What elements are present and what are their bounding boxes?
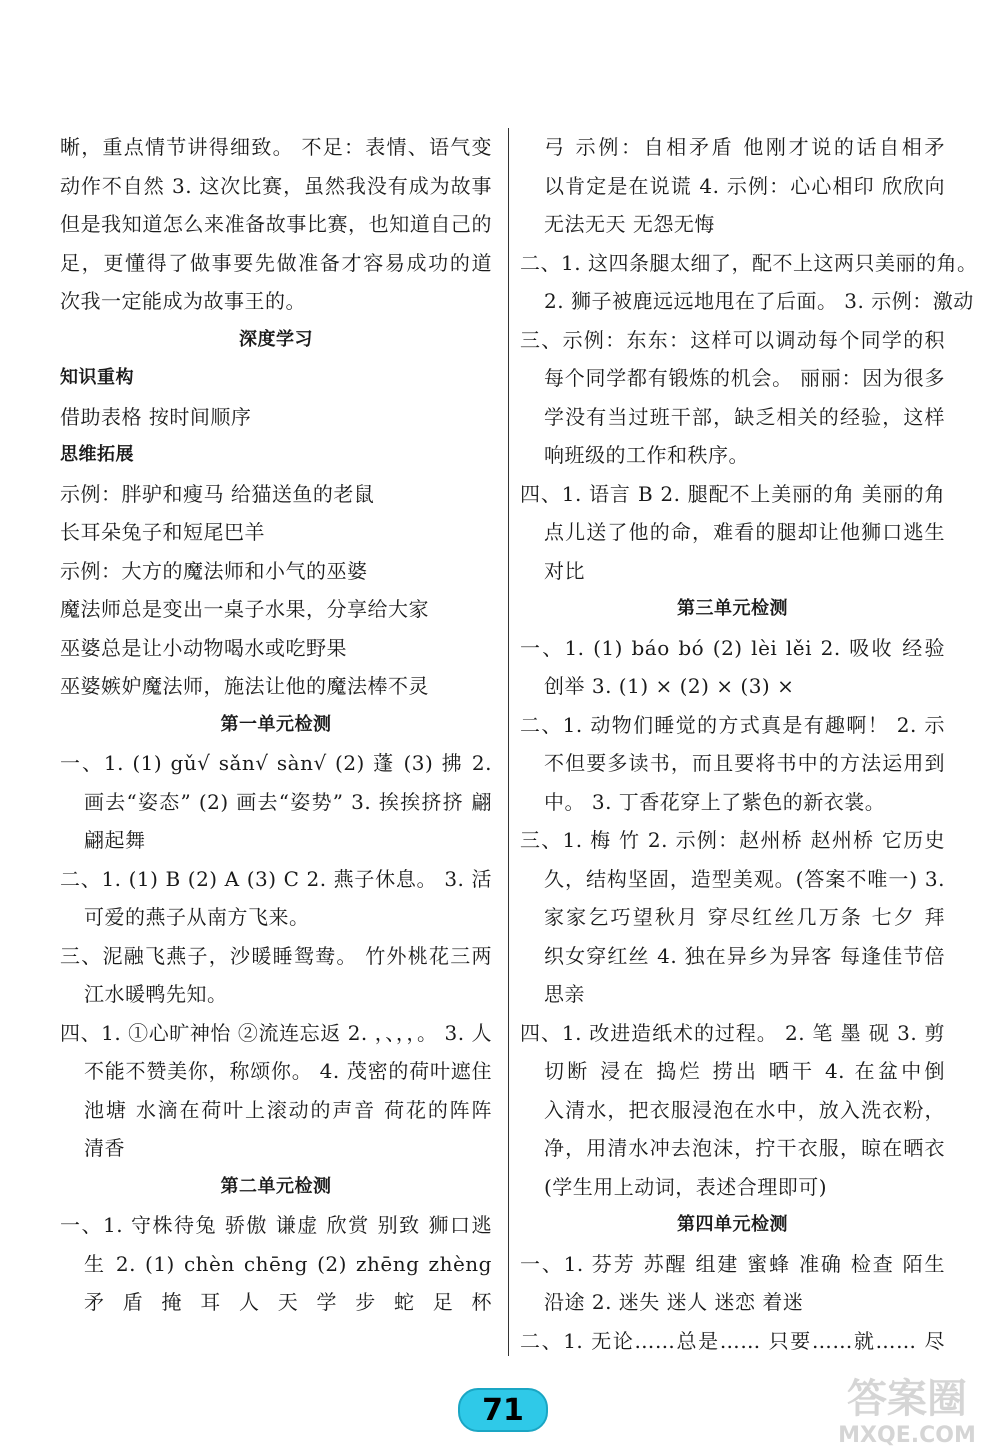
text-line: 示例：大方的魔法师和小气的巫婆 xyxy=(60,558,368,583)
text-line: 借助表格 按时间顺序 xyxy=(60,404,252,429)
text-line: 净，用清水冲去泡沫，拧干衣服，晾在晒衣 xyxy=(544,1136,945,1160)
text-line: 对比 xyxy=(544,558,585,583)
section-heading: 深度学习 xyxy=(239,328,313,350)
text-line: 四、1. 语言 B 2. 腿配不上美丽的角 美丽的角 xyxy=(520,481,945,506)
right-column xyxy=(520,128,978,1360)
section-heading: 第二单元检测 xyxy=(220,1175,332,1197)
text-line: 四、1. ①心旷神怡 ②流连忘返 2. ，、，，。 3. 人 xyxy=(60,1020,492,1045)
section-heading: 第四单元检测 xyxy=(677,1214,788,1235)
subsection-heading: 思维拓展 xyxy=(60,444,134,465)
text-line: 可爱的燕子从南方飞来。 xyxy=(84,905,310,929)
watermark-logo xyxy=(822,1370,992,1450)
text-line: 学没有当过班干部，缺乏相关的经验，这样 xyxy=(544,404,945,429)
column-divider xyxy=(508,128,509,1356)
text-line: 一、1. 芬芳 苏醒 组建 蜜蜂 准确 检查 陌生 xyxy=(520,1251,945,1276)
text-line: 入清水，把衣服浸泡在水中，放入洗衣粉， xyxy=(544,1097,945,1122)
watermark-url: MXQE.COM xyxy=(838,1423,976,1448)
text-line: 久，结构坚固，造型美观。(答案不唯一) 3. xyxy=(544,866,945,891)
text-line: 家家乞巧望秋月 穿尽红丝几万条 七夕 拜 xyxy=(544,905,945,929)
text-line: 二、1. 动物们睡觉的方式真是有趣啊！ 2. 示 xyxy=(520,712,945,737)
text-line: 创举 3. (1) × (2) × (3) × xyxy=(544,674,795,698)
page-number: 71 xyxy=(482,1392,524,1428)
text-line: 四、1. 改进造纸术的过程。 2. 笔 墨 砚 3. 剪 xyxy=(520,1020,945,1045)
text-line: 中。 3. 丁香花穿上了紫色的新衣裳。 xyxy=(544,789,886,814)
text-line: 三、1. 梅 竹 2. 示例：赵州桥 赵州桥 它历史 xyxy=(520,828,945,852)
text-line: 示例：胖驴和瘦马 给猫送鱼的老鼠 xyxy=(60,481,375,506)
text-line: 以肯定是在说谎 4. 示例：心心相印 欣欣向 xyxy=(544,173,945,198)
text-line: 二、1. 这四条腿太细了，配不上这两只美丽的角。 xyxy=(520,250,978,275)
page-number-badge xyxy=(458,1388,548,1432)
text-line: 不能不赞美你，称颂你。 4. 茂密的荷叶遮住 xyxy=(84,1059,492,1083)
text-line: 长耳朵兔子和短尾巴羊 xyxy=(60,520,265,544)
text-line: 足，更懂得了做事要先做准备才容易成功的道 xyxy=(60,250,492,275)
text-line: 二、1. (1) B (2) A (3) C 2. 燕子休息。 3. 活 xyxy=(60,866,492,891)
text-line: 思亲 xyxy=(544,982,585,1006)
text-line: 魔法师总是变出一桌子水果，分享给大家 xyxy=(60,597,429,621)
text-line: 矛 盾 掩 耳 人 天 学 步 蛇 足 杯 xyxy=(84,1290,492,1314)
text-line: 江水暖鸭先知。 xyxy=(84,982,228,1006)
text-line: 弓 示例：自相矛盾 他刚才说的话自相矛 xyxy=(544,135,945,159)
text-line: 三、泥融飞燕子，沙暖睡鸳鸯。 竹外桃花三两 xyxy=(60,943,492,968)
section-heading: 第三单元检测 xyxy=(677,598,788,619)
text-line: 沿途 2. 迷失 迷人 迷恋 着迷 xyxy=(544,1290,804,1314)
text-line: 织女穿红丝 4. 独在异乡为异客 每逢佳节倍 xyxy=(544,943,945,968)
watermark-text: 答案圈 xyxy=(847,1376,967,1422)
text-line: 清香 xyxy=(84,1136,125,1160)
text-line: (学生用上动词，表述合理即可) xyxy=(544,1174,828,1199)
subsection-heading: 知识重构 xyxy=(60,367,134,388)
text-line: 巫婆嫉妒魔法师，施法让他的魔法棒不灵 xyxy=(60,674,429,698)
text-line: 切断 浸在 捣烂 捞出 晒干 4. 在盆中倒 xyxy=(544,1059,945,1083)
text-line: 点儿送了他的命，难看的腿却让他狮口逃生 xyxy=(544,520,945,544)
text-line: 一、1. (1) gǔ√ sǎn√ sàn√ (2) 蓬 (3) 拂 2. xyxy=(60,751,492,775)
text-line: 每个同学都有锻炼的机会。 丽丽：因为很多 xyxy=(544,366,945,390)
text-line: 巫婆总是让小动物喝水或吃野果 xyxy=(60,635,347,660)
left-column xyxy=(60,128,492,1322)
text-line: 次我一定能成为故事王的。 xyxy=(60,289,306,313)
text-line: 翩起舞 xyxy=(84,828,146,852)
text-line: 二、1. 无论……总是…… 只要……就…… 尽 xyxy=(520,1328,945,1353)
text-line: 2. 狮子被鹿远远地甩在了后面。 3. 示例：激动 xyxy=(544,289,974,313)
text-line: 晰，重点情节讲得细致。 不足：表情、语气变 xyxy=(60,135,492,159)
text-line: 但是我知道怎么来准备故事比赛，也知道自己的 xyxy=(60,212,492,236)
text-line: 池塘 水滴在荷叶上滚动的声音 荷花的阵阵 xyxy=(84,1097,492,1122)
text-line: 一、1. (1) báo bó (2) lèi lěi 2. 吸收 经验 xyxy=(520,635,945,660)
text-line: 动作不自然 3. 这次比赛，虽然我没有成为故事 xyxy=(60,173,492,198)
section-heading: 第一单元检测 xyxy=(220,713,332,735)
text-line: 生 2. (1) chèn chēng (2) zhēng zhèng xyxy=(84,1251,492,1276)
text-line: 响班级的工作和秩序。 xyxy=(544,443,749,467)
text-line: 画去“姿态” (2) 画去“姿势” 3. 挨挨挤挤 翩 xyxy=(84,789,492,814)
text-line: 三、示例：东东：这样可以调动每个同学的积 xyxy=(520,327,945,352)
text-line: 无法无天 无怨无悔 xyxy=(544,212,715,236)
text-line: 不但要多读书，而且要将书中的方法运用到 xyxy=(544,751,945,775)
text-line: 一、1. 守株待兔 骄傲 谦虚 欣赏 别致 狮口逃 xyxy=(60,1213,492,1237)
